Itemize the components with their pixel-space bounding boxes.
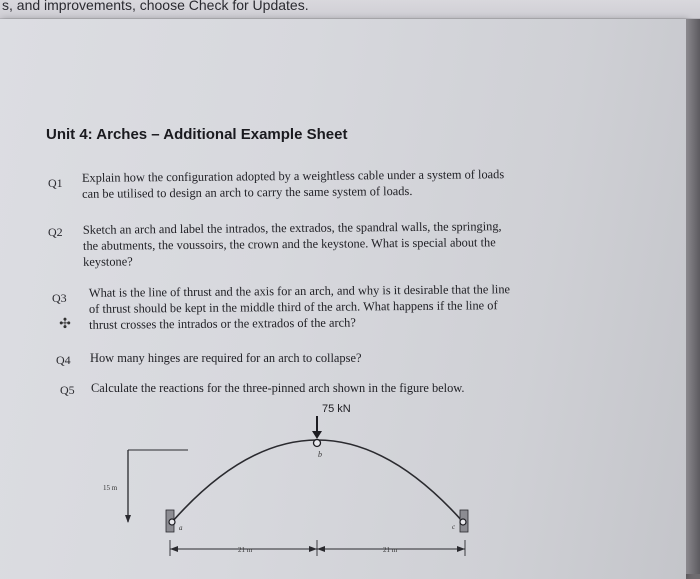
question-label: Q1 (48, 176, 63, 190)
question-label: Q2 (48, 225, 63, 239)
question-line: How many hinges are required for an arch to collapse? (90, 351, 362, 365)
span-right-label: 21 m (383, 546, 398, 554)
span-arrow-mid-right (317, 546, 325, 552)
question-label: Q5 (60, 383, 75, 397)
question-line: Calculate the reactions for the three-pinned arch shown in the figure below. (91, 381, 465, 395)
height-dim-arrowhead (125, 515, 131, 523)
question-line: can be utilised to design an arch to carry the same system of loads. (82, 183, 413, 201)
span-arrow-right (457, 546, 465, 552)
question-line: of thrust should be kept in the middle third of the arch. What happens if the line of (88, 298, 498, 316)
left-pin (169, 519, 175, 525)
pin-marker-icon: ✣ (59, 317, 71, 332)
node-a-label: a (179, 524, 183, 532)
span-left-label: 21 m (238, 546, 253, 554)
question-label: Q3 (52, 291, 67, 305)
question-line: thrust crosses the intrados or the extrados of the arch? (89, 315, 356, 332)
span-arrow-mid-left (309, 546, 317, 552)
span-arrow-left (170, 546, 178, 552)
question-line: keystone? (83, 254, 133, 269)
question-line: Explain how the configuration adopted by a weightless cable under a system of loads (81, 167, 505, 185)
load-label: 75 kN (322, 403, 351, 415)
page-title: Unit 4: Arches – Additional Example Sheet (46, 126, 348, 143)
node-b-label: b (318, 450, 322, 459)
height-label: 15 m (103, 484, 118, 492)
crown-pin (314, 440, 321, 447)
update-banner-text: s, and improvements, choose Check for Updates. (2, 0, 309, 13)
node-c-label: c (452, 523, 456, 531)
question-line: Sketch an arch and label the intrados, the extrados, the spandral walls, the springing, (82, 219, 502, 237)
question-line: What is the line of thrust and the axis for an arch, and why is it desirable that the line (88, 282, 511, 300)
question-line: the abutments, the voussoirs, the crown and the keystone. What is special about the (82, 235, 496, 253)
question-label: Q4 (56, 353, 71, 367)
load-arrowhead (312, 431, 322, 439)
right-pin (460, 519, 466, 525)
